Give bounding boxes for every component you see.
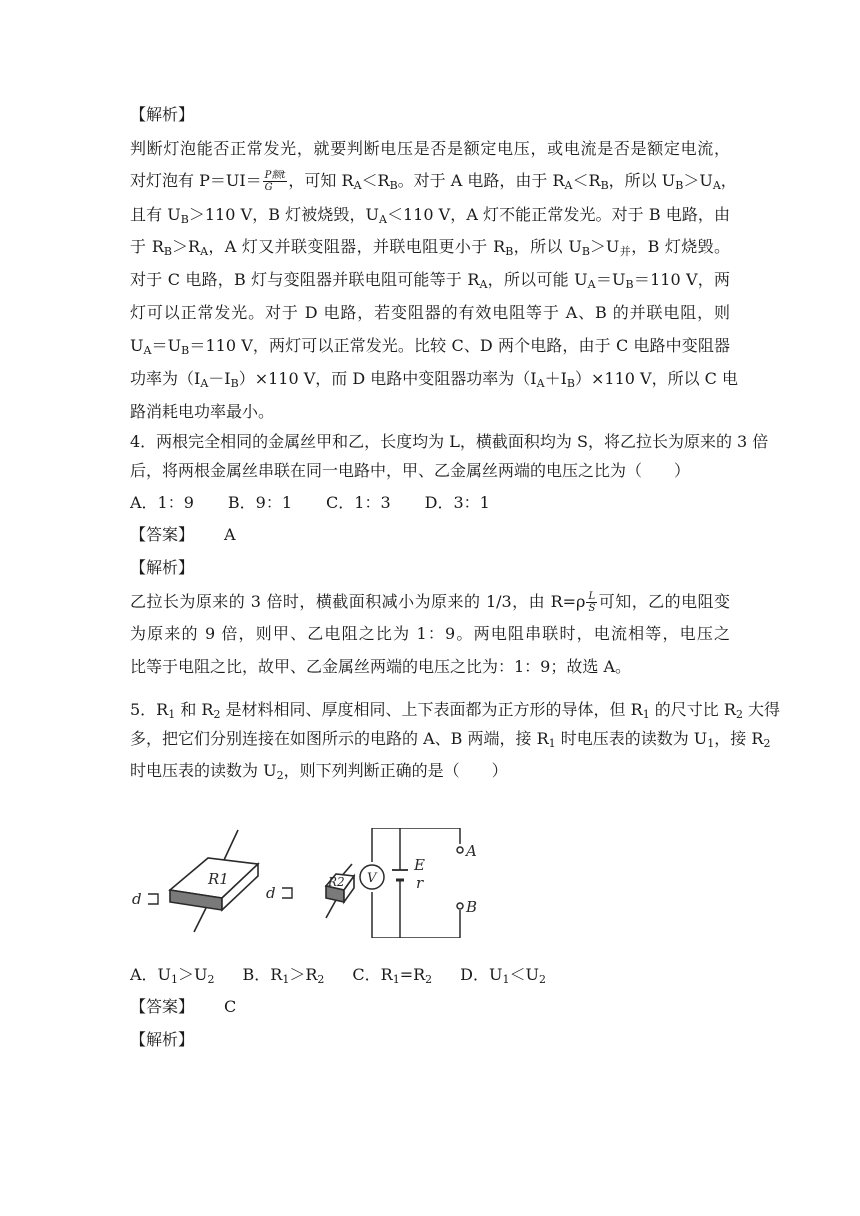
r2-thickness-label: d — [266, 884, 276, 902]
r1-thickness-bracket — [148, 894, 158, 904]
resistance-fraction: $\frac{L}{S}$ — [588, 591, 596, 614]
resistor-r2-slab — [326, 864, 354, 918]
r2-label: R2 — [328, 875, 345, 889]
r1-top-lead — [224, 830, 238, 860]
question-4-line-2: 后，将两根金属丝串联在同一电路中，甲、乙金属丝两端的电压之比为（ ） — [130, 461, 691, 480]
analysis-tag: 【解析】 — [130, 105, 195, 124]
voltmeter-label: V — [367, 871, 377, 886]
option-c: C．$R_1=R_2$ — [352, 965, 433, 986]
terminal-a-label: A — [466, 842, 477, 860]
power-fraction: $\frac{\text{P额t}}{G}$ — [264, 170, 286, 193]
question-5-analysis-heading: 【解析】 — [130, 1030, 195, 1049]
circuit-figure — [130, 828, 480, 938]
analysis-line-2: 对灯泡有 P＝UI＝ $\frac{\text{P额t}}{G}$ ，可知 $R_A<R_B$。对于 A 电路，由于 $R_A<R_B$，所以 $U_B>U_A$， — [130, 170, 737, 193]
r1-thickness-label: d — [132, 890, 142, 908]
answer-tag: 【答案】 — [130, 997, 195, 1016]
option-b: B．9：1 — [227, 493, 293, 512]
option-a: A．$U_1>U_2$ — [130, 965, 215, 986]
wire-bottom — [372, 910, 460, 938]
analysis-line-7: $U_A=U_B=110$ V，两灯可以正常发光。比较 C、D 两个电路，由于 C 电路中变阻器 — [130, 336, 730, 357]
question-4-options — [130, 492, 730, 514]
question-5-line-3: 时电压表的读数为 $U_2$，则下列判断正确的是（ ） — [130, 761, 508, 782]
r1-label: R1 — [208, 870, 229, 888]
question-4-answer — [130, 524, 730, 546]
question-5-line-1: 5．$R_1$ 和 $R_2$ 是材料相同、厚度相同、上下表面都为正方形的导体，但 $R_1$ 的尺寸比 $R_2$ 大得 — [130, 700, 781, 721]
analysis-line-6: 灯可以正常发光。对于 D 电路，若变阻器的有效电阻等于 A、B 的并联电阻，则 — [130, 303, 730, 322]
answer-tag: 【答案】 — [130, 525, 195, 544]
terminal-b — [457, 903, 463, 909]
terminal-b-label: B — [466, 898, 478, 916]
option-b: B．$R_1>R_2$ — [242, 965, 325, 986]
option-d: D．$U_1<U_2$ — [460, 965, 546, 986]
option-d: D．3：1 — [424, 493, 490, 512]
question-4-analysis-line-2: 为原来的 9 倍，则甲、乙电阻之比为 1：9。两电阻串联时，电流相等，电压之 — [130, 624, 730, 643]
analysis-line-5: 对于 C 电路，B 灯与变阻器并联电阻可能等于 $R_A$，所以可能 $U_A=U_B=110$ V，两 — [130, 270, 730, 291]
analysis-line-4: 于 $R_B>R_A$，A 灯又并联变阻器，并联电阻更小于 $R_B$，所以 $U_B>U_并$，B 灯烧毁。 — [130, 237, 730, 258]
question-4-analysis-line-1: 乙拉长为原来的 3 倍时，横截面积减小为原来的 1/3，由 R=ρ $\frac{L}{S}$ 可知，乙的电阻变 — [130, 591, 730, 614]
option-c: C．1：3 — [326, 493, 391, 512]
option-a: A．1：9 — [130, 493, 194, 512]
analysis-line-9: 路消耗电功率最小。 — [130, 402, 275, 421]
analysis-line-3: 且有 $U_B>110$ V，B 灯被烧毁，$U_A<110$ V，A 灯不能正常发光。对于 B 电路，由 — [130, 205, 730, 226]
answer-value: C — [224, 997, 237, 1016]
question-5-line-2: 多，把它们分别连接在如图所示的电路的 A、B 两端，接 $R_1$ 时电压表的读数为 $U_1$，接 $R_2$ — [130, 729, 771, 750]
analysis-heading — [130, 104, 730, 126]
analysis-line-8: 功率为$(I_A-I_B)\times 110$ V，而 D 电路中变阻器功率为$(I_A+I_B)\times 110$ V，所以 C 电 — [130, 369, 739, 390]
terminal-a — [457, 847, 463, 853]
r1-bottom-lead — [194, 908, 206, 932]
analysis-line-1: 判断灯泡能否正常发光，就要判断电压是否是额定电压，或电流是否是额定电流， — [130, 139, 730, 158]
question-4-line-1: 4．两根完全相同的金属丝甲和乙，长度均为 L，横截面积均为 S，将乙拉长为原来的 3 倍 — [130, 432, 769, 451]
r2-bottom-lead — [326, 900, 336, 918]
r2-thickness-bracket — [282, 888, 292, 898]
question-5-answer — [130, 996, 730, 1018]
answer-value: A — [224, 525, 236, 544]
emf-label: E — [414, 856, 425, 874]
question-5-options — [130, 964, 730, 991]
internal-resistance-label: r — [416, 874, 424, 892]
question-4-analysis-line-3: 比等于电阻之比，故甲、乙金属丝两端的电压之比为：1：9；故选 A。 — [130, 657, 632, 676]
wire-top — [400, 828, 460, 844]
question-4-analysis-heading: 【解析】 — [130, 558, 195, 577]
